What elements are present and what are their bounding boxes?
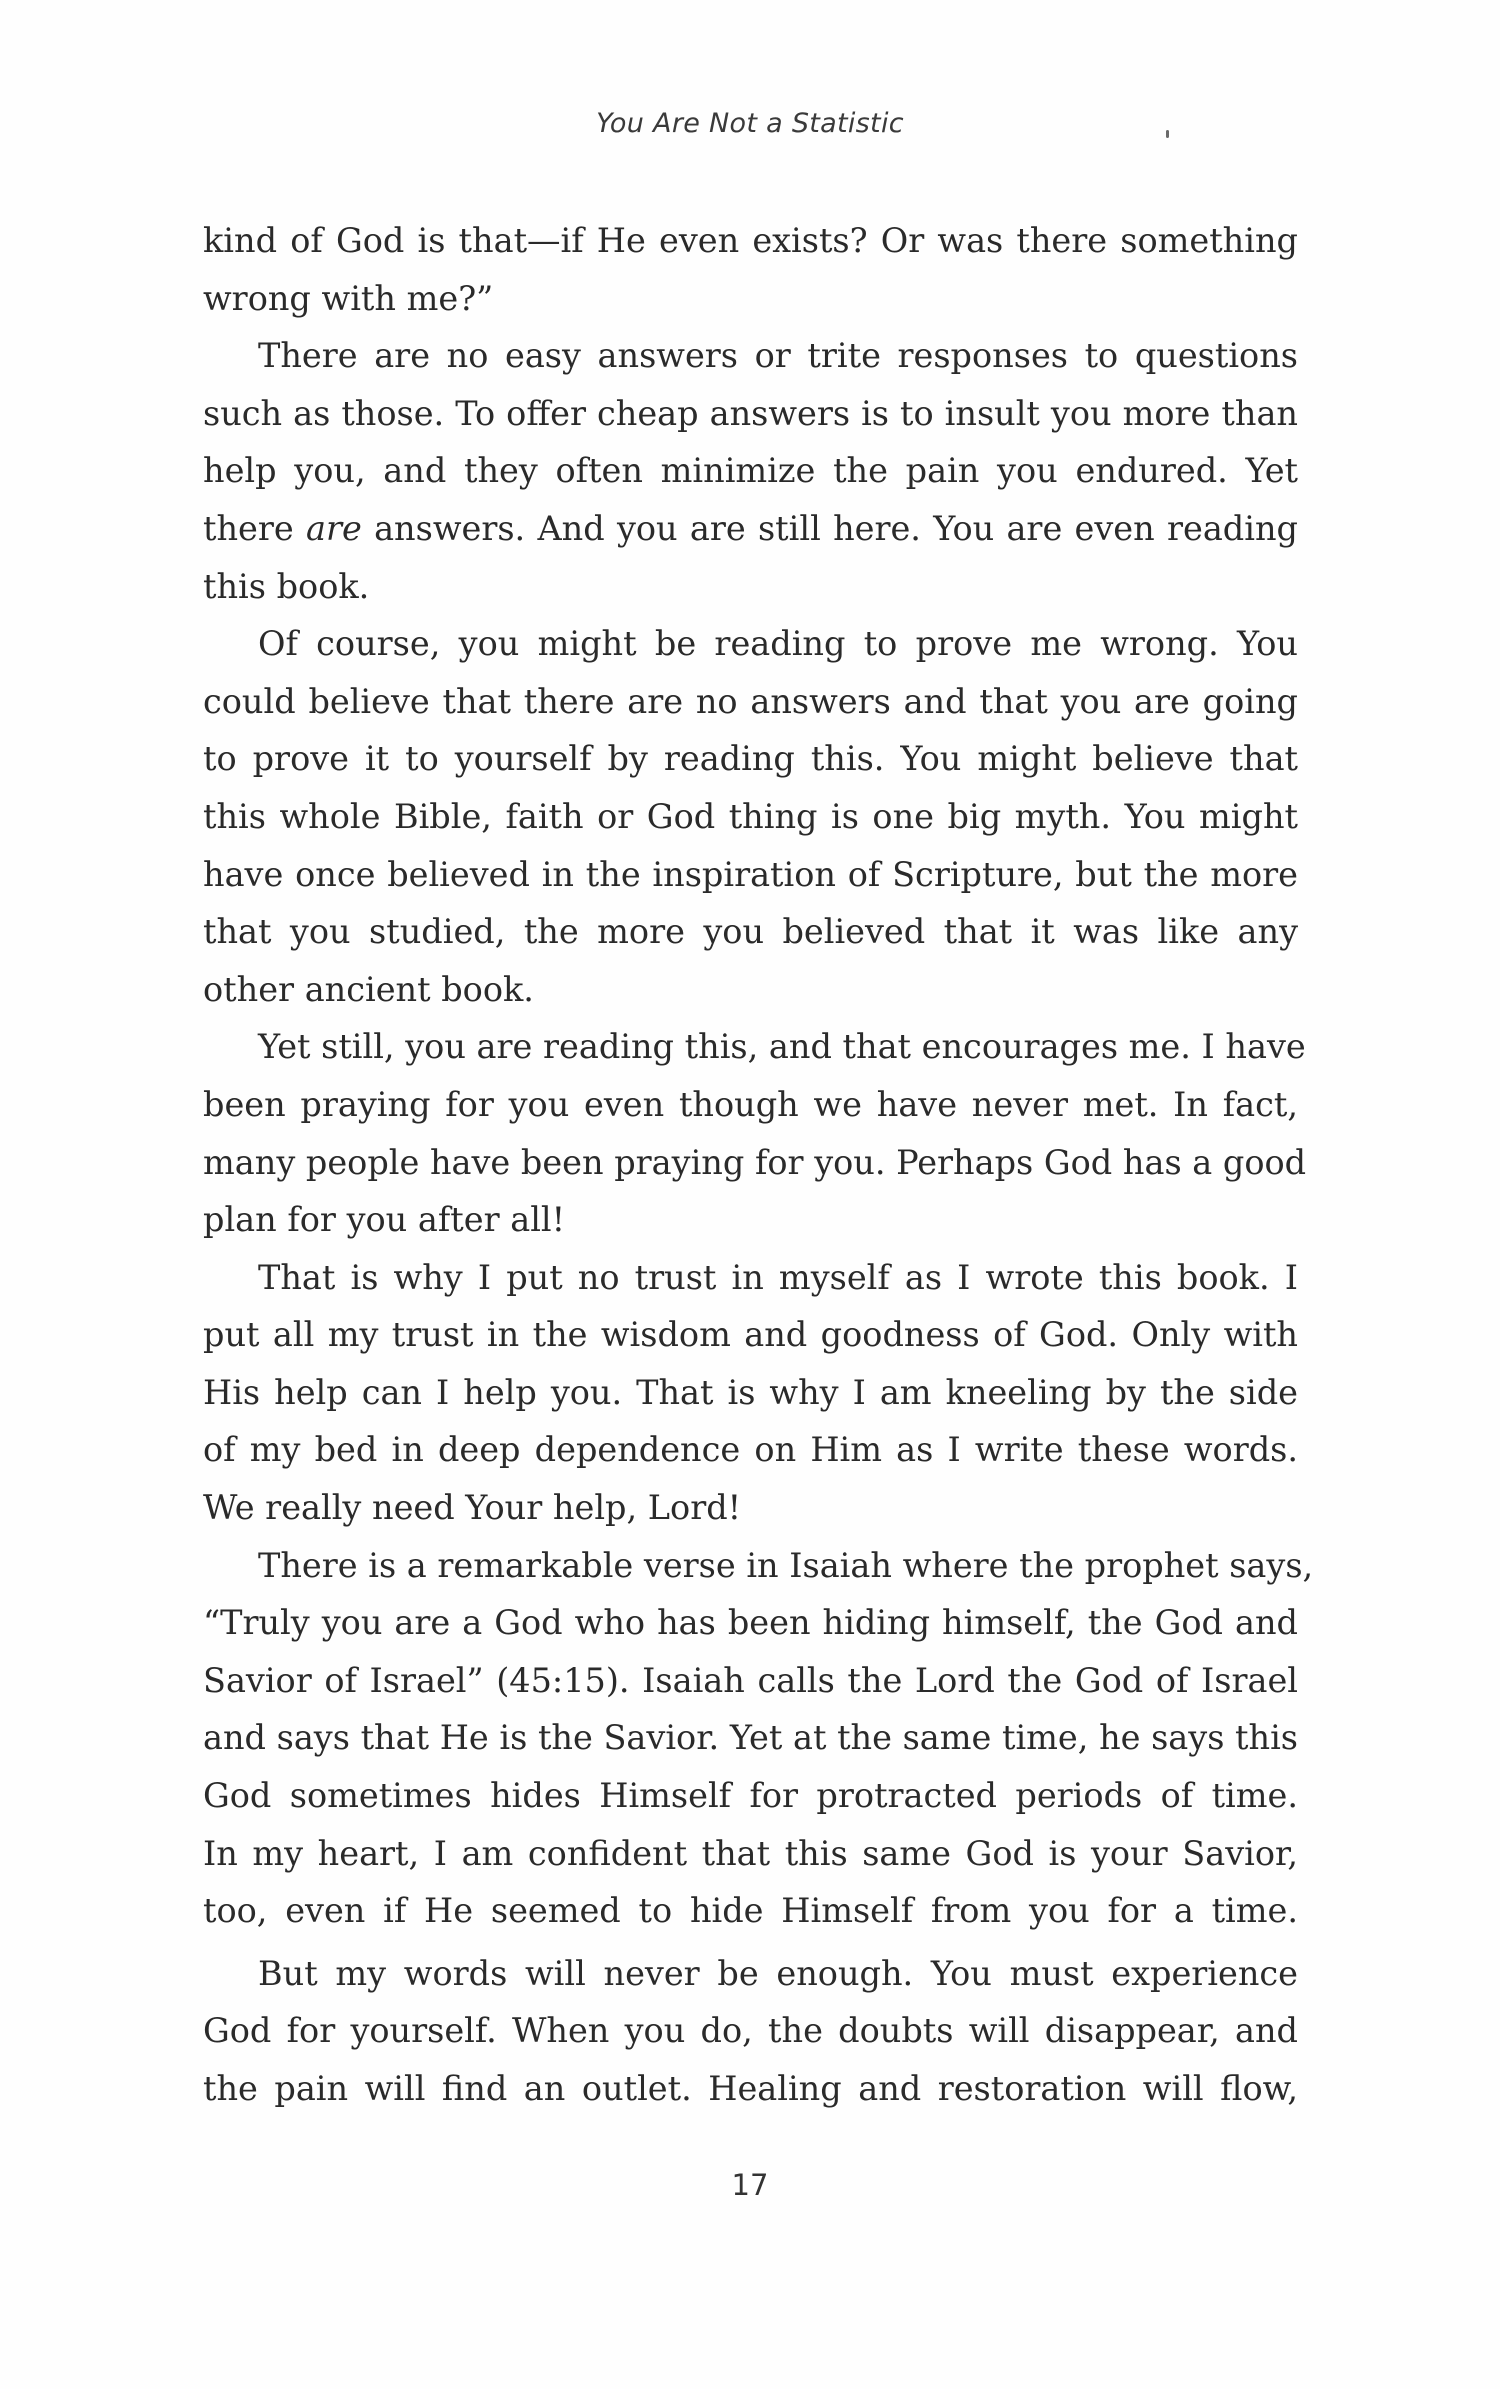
- text-line: other ancient book.: [203, 969, 534, 1009]
- text-line: kind of God is that—if He even exists? Or was there something: [203, 221, 1298, 260]
- text-line: the pain will find an outlet. Healing and restoration will flow,: [203, 2069, 1298, 2108]
- text-line: many people have been praying for you. Perhaps God has a good: [203, 1142, 1307, 1182]
- body-text: [203, 212, 1314, 2118]
- text-line: But my words will never be enough. You must experience: [258, 1953, 1298, 1993]
- text-line: His help can I help you. That is why I am kneeling by the side: [203, 1372, 1298, 1412]
- text-line: Of course, you might be reading to prove me wrong. You: [258, 624, 1298, 664]
- text-line: put all my trust in the wisdom and goodness of God. Only with: [203, 1315, 1298, 1355]
- text-line: this whole Bible, faith or God thing is one big myth. You might: [203, 796, 1298, 836]
- scan-speck: [1166, 130, 1169, 138]
- text-line: plan for you after all!: [203, 1200, 566, 1240]
- text-line: We really need Your help, Lord!: [203, 1488, 742, 1528]
- text-line: too, even if He seemed to hide Himself from you for a time.: [203, 1891, 1298, 1931]
- text-line: have once believed in the inspiration of Scripture, but the more: [203, 854, 1298, 894]
- text-line: There is a remarkable verse in Isaiah where the prophet says,: [258, 1545, 1314, 1585]
- text-line: There are no easy answers or trite responses to questions: [258, 336, 1298, 376]
- text-line: Yet still, you are reading this, and that encourages me. I have: [258, 1027, 1306, 1067]
- text-line: Savior of Israel” (45:15). Isaiah calls the Lord the God of Israel: [203, 1660, 1298, 1700]
- text-line: In my heart, I am confident that this same God is your Savior,: [203, 1833, 1298, 1873]
- text-line: that you studied, the more you believed that it was like any: [203, 912, 1298, 952]
- text-line: could believe that there are no answers and that you are going: [203, 681, 1298, 721]
- text-line: this book.: [203, 566, 370, 606]
- emphasis-word: are: [305, 508, 362, 548]
- text-line: God for yourself. When you do, the doubts will disappear, and: [203, 2011, 1298, 2051]
- text-line: been praying for you even though we have never met. In fact,: [203, 1084, 1298, 1124]
- page-number: 17: [731, 2168, 769, 2202]
- text-line: help you, and they often minimize the pain you endured. Yet: [203, 451, 1298, 491]
- text-line: wrong with me?”: [203, 278, 494, 318]
- text-fragment: answers. And you are still here. You are even reading: [361, 508, 1298, 548]
- text-fragment: there: [203, 508, 306, 548]
- text-line: such as those. To offer cheap answers is to insult you more than: [203, 393, 1298, 433]
- text-line: and says that He is the Savior. Yet at the same time, he says this: [203, 1718, 1298, 1758]
- text-line: of my bed in deep dependence on Him as I write these words.: [203, 1430, 1298, 1470]
- running-head-title: You Are Not a Statistic: [596, 108, 904, 139]
- text-line: “Truly you are a God who has been hiding himself, the God and: [203, 1603, 1298, 1643]
- text-line: to prove it to yourself by reading this. You might believe that: [203, 739, 1298, 779]
- text-line: [203, 500, 1298, 558]
- text-line: That is why I put no trust in myself as I wrote this book. I: [258, 1257, 1298, 1297]
- text-line: God sometimes hides Himself for protracted periods of time.: [203, 1776, 1298, 1816]
